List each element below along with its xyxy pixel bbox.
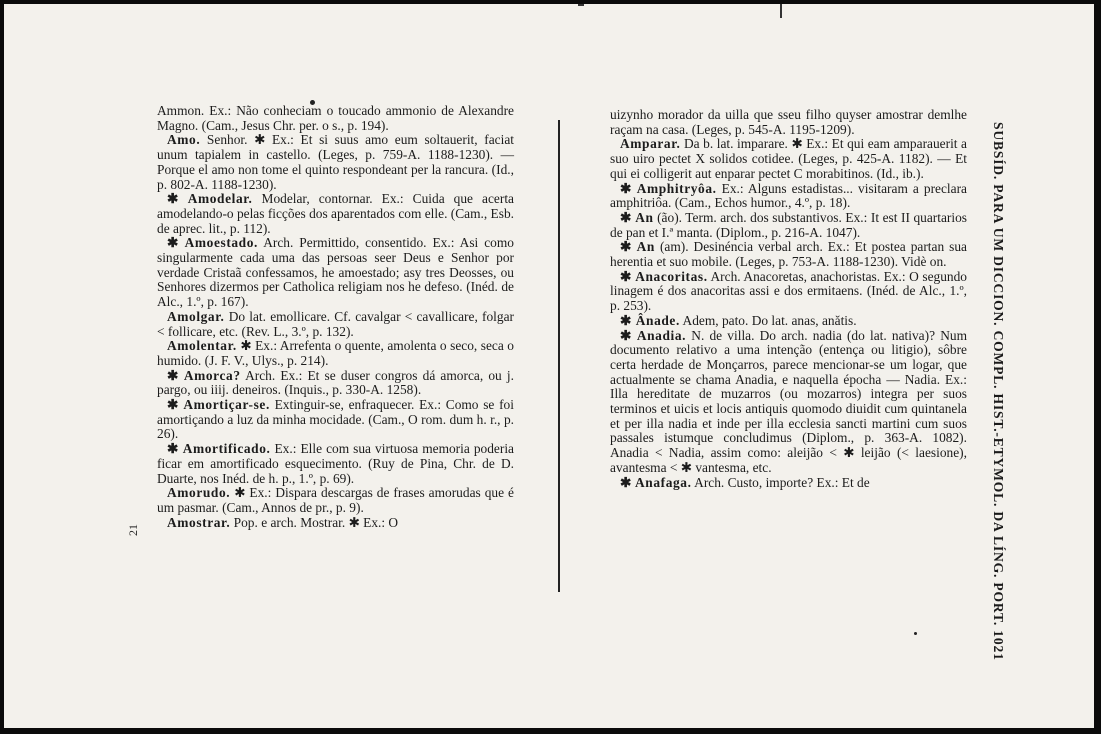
headword: ✱ Amodelar.: [167, 191, 253, 207]
headword: ✱ Amphitryôa.: [620, 180, 717, 196]
entry-continuation: Ammon. Ex.: Não conheciam o toucado ammonio de Alexandre Magno. (Cam., Jesus Chr. per. o s., p. 194).: [157, 103, 514, 133]
entry-amostrar: Amostrar. Pop. e arch. Mostrar. ✱ Ex.: O: [167, 514, 399, 530]
book-page: [4, 4, 1094, 728]
running-head: SUBSÍD. PARA UM DICCION. COMPL. HIST.-ETYMOL. DA LÍNG. PORT. 1021: [991, 122, 1006, 661]
top-scratch-2: [578, 4, 584, 6]
column-divider: [558, 120, 560, 592]
entry-an-am: ✱ An (am). Desinéncia verbal arch. Ex.: Et postea partan sua herentia et suo mobile. (Leges, p. 753-A. 1188-1230). Vidè on.: [610, 239, 967, 270]
entry-amo: Amo. Senhor. ✱ Ex.: Et si suus amo eum soltauerit, faciat unum tapialem in castello. (Leges, p. 759-A. 1188-1230). — Porque el amo non tome el quinto respondeant per la rancura. (Id., p. 802-A. 1188-1230).: [157, 132, 514, 192]
entry-anade: ✱ Ânade. Adem, pato. Do lat. anas, anătis.: [620, 312, 857, 328]
right-column: [610, 108, 967, 490]
headword: Amo.: [167, 132, 201, 148]
entry-anadia: ✱ Anadia. N. de villa. Do arch. nadia (do lat. nativa)? Num documento relativo a uma intenção (entença ou litigio), sôbre certa herdade de Monçarros, parece mencionar-se um logar, que actualmente se chama Anadia, e naquella épocha — Nadia. Ex.: Illa hereditate de muzarros (ou mozarros) integra per suos terminos et uicis et locis antiquis quomodo diuidit cum quintanela et per illa nadia et inde per illa ecclesia sancti martini cum suos passales istumque concludimus (Diplom., p. 363-A. 1082). Anadia < Nadia, assim como: aleijão < ✱ leijão (< laesione), avantesma < ✱ vantesma, etc.: [610, 327, 967, 475]
entry-amoestado: ✱ Amoestado. Arch. Permittido, consentido. Ex.: Asi como singularmente cada uma das persoas seer Deus e Senhor por verdade Cristaã confessamos, he amoestado; asy tres Deosses, ou Senhores dizermos per Catholica religiam nos he defeso. (Inéd. de Alc., 1.º, p. 167).: [157, 235, 514, 310]
headword: Amostrar.: [167, 514, 231, 530]
entry-amorticar-se: ✱ Amortiçar-se. Extinguir-se, enfraquecer. Ex.: Como se foi amortiçando a luz da minha mocidade. (Cam., O rom. dum h. r., p. 26).: [157, 397, 514, 442]
entry-anacoritas: ✱ Anacoritas. Arch. Anacoretas, anachoristas. Ex.: O segundo linagem é dos anacoritas assi e dos ermitaens. (Inéd. de Alc., 1.º, p. 253).: [610, 268, 967, 314]
headword: ✱ Anacoritas.: [620, 268, 708, 284]
entry-amphitryoa: ✱ Amphitryôa. Ex.: Alguns estadistas... visitaram a preclara amphitriôa. (Cam., Echos humor., 4.º, p. 18).: [610, 180, 967, 211]
headword: ✱ Amoestado.: [167, 235, 258, 251]
headword: ✱ Ânade.: [620, 312, 680, 328]
headword: ✱ Amortiçar-se.: [167, 397, 270, 413]
left-column: [157, 104, 514, 530]
headword: ✱ An: [620, 239, 655, 255]
entry-anafaga: ✱ Anafaga. Arch. Custo, importe? Ex.: Et de: [620, 474, 870, 490]
entry-amolgar: Amolgar. Do lat. emollicare. Cf. cavalgar < cavallicare, folgar < follicare, etc. (Rev. L., 3.º, p. 132).: [157, 308, 514, 339]
headword: Amorudo.: [167, 485, 231, 501]
headword: ✱ Anadia.: [620, 327, 687, 343]
top-scratch: [780, 4, 782, 18]
entry-amorudo: Amorudo. ✱ Ex.: Dispara descargas de frases amorudas que é um pasmar. (Cam., Annos de pr., p. 9).: [157, 485, 514, 515]
headword: Amparar.: [620, 136, 681, 152]
headword: Amolentar.: [167, 338, 237, 354]
headword: ✱ Anafaga.: [620, 474, 692, 490]
headword: ✱ Amortificado.: [167, 441, 271, 457]
headword: Amolgar.: [167, 308, 225, 324]
entry-an-ao: ✱ An (ão). Term. arch. dos substantivos. Ex.: It est II quartarios de pan et I.ª manta. (Diplom., p. 216-A. 1047).: [610, 209, 967, 240]
entry-amodelar: ✱ Amodelar. Modelar, contornar. Ex.: Cuida que acerta amodelando-o pelas ficções dos aparentados com elle. (Cam., Esb. de aprec. lit., p. 112).: [157, 191, 514, 236]
margin-mark: 21: [126, 524, 140, 536]
headword: ✱ Amorca?: [167, 367, 241, 383]
entry-amolentar: Amolentar. ✱ Ex.: Arrefenta o quente, amolenta o seco, seca o humido. (J. F. V., Ulys., p. 214).: [157, 338, 514, 368]
entry-amparar: Amparar. Da b. lat. imparare. ✱ Ex.: Et qui eam amparauerit a suo uiro pectet X solidos cotidee. (Leges, p. 425-A. 1182). — Et qui ei colligerit aut enparar pectet C morabitinos. (Id., ib.).: [610, 136, 967, 181]
entry-amortificado: ✱ Amortificado. Ex.: Elle com sua virtuosa memoria poderia ficar em amortificado esquecimento. (Ruy de Pina, Chr. de D. Duarte, nos Inéd. de h. p., 1.º, p. 69).: [157, 441, 514, 486]
ink-dot: [914, 632, 917, 635]
entry-continuation: uizynho morador da uilla que sseu filho quyser amostrar demlhe raçam na casa. (Leges, p. 545-A. 1195-1209).: [610, 107, 967, 137]
entry-amorca: ✱ Amorca? Arch. Ex.: Et se duser congros dá amorca, ou j. pargo, ou iiij. deneiros. (Inquis., p. 330-A. 1258).: [157, 367, 514, 398]
headword: ✱ An: [620, 209, 654, 225]
